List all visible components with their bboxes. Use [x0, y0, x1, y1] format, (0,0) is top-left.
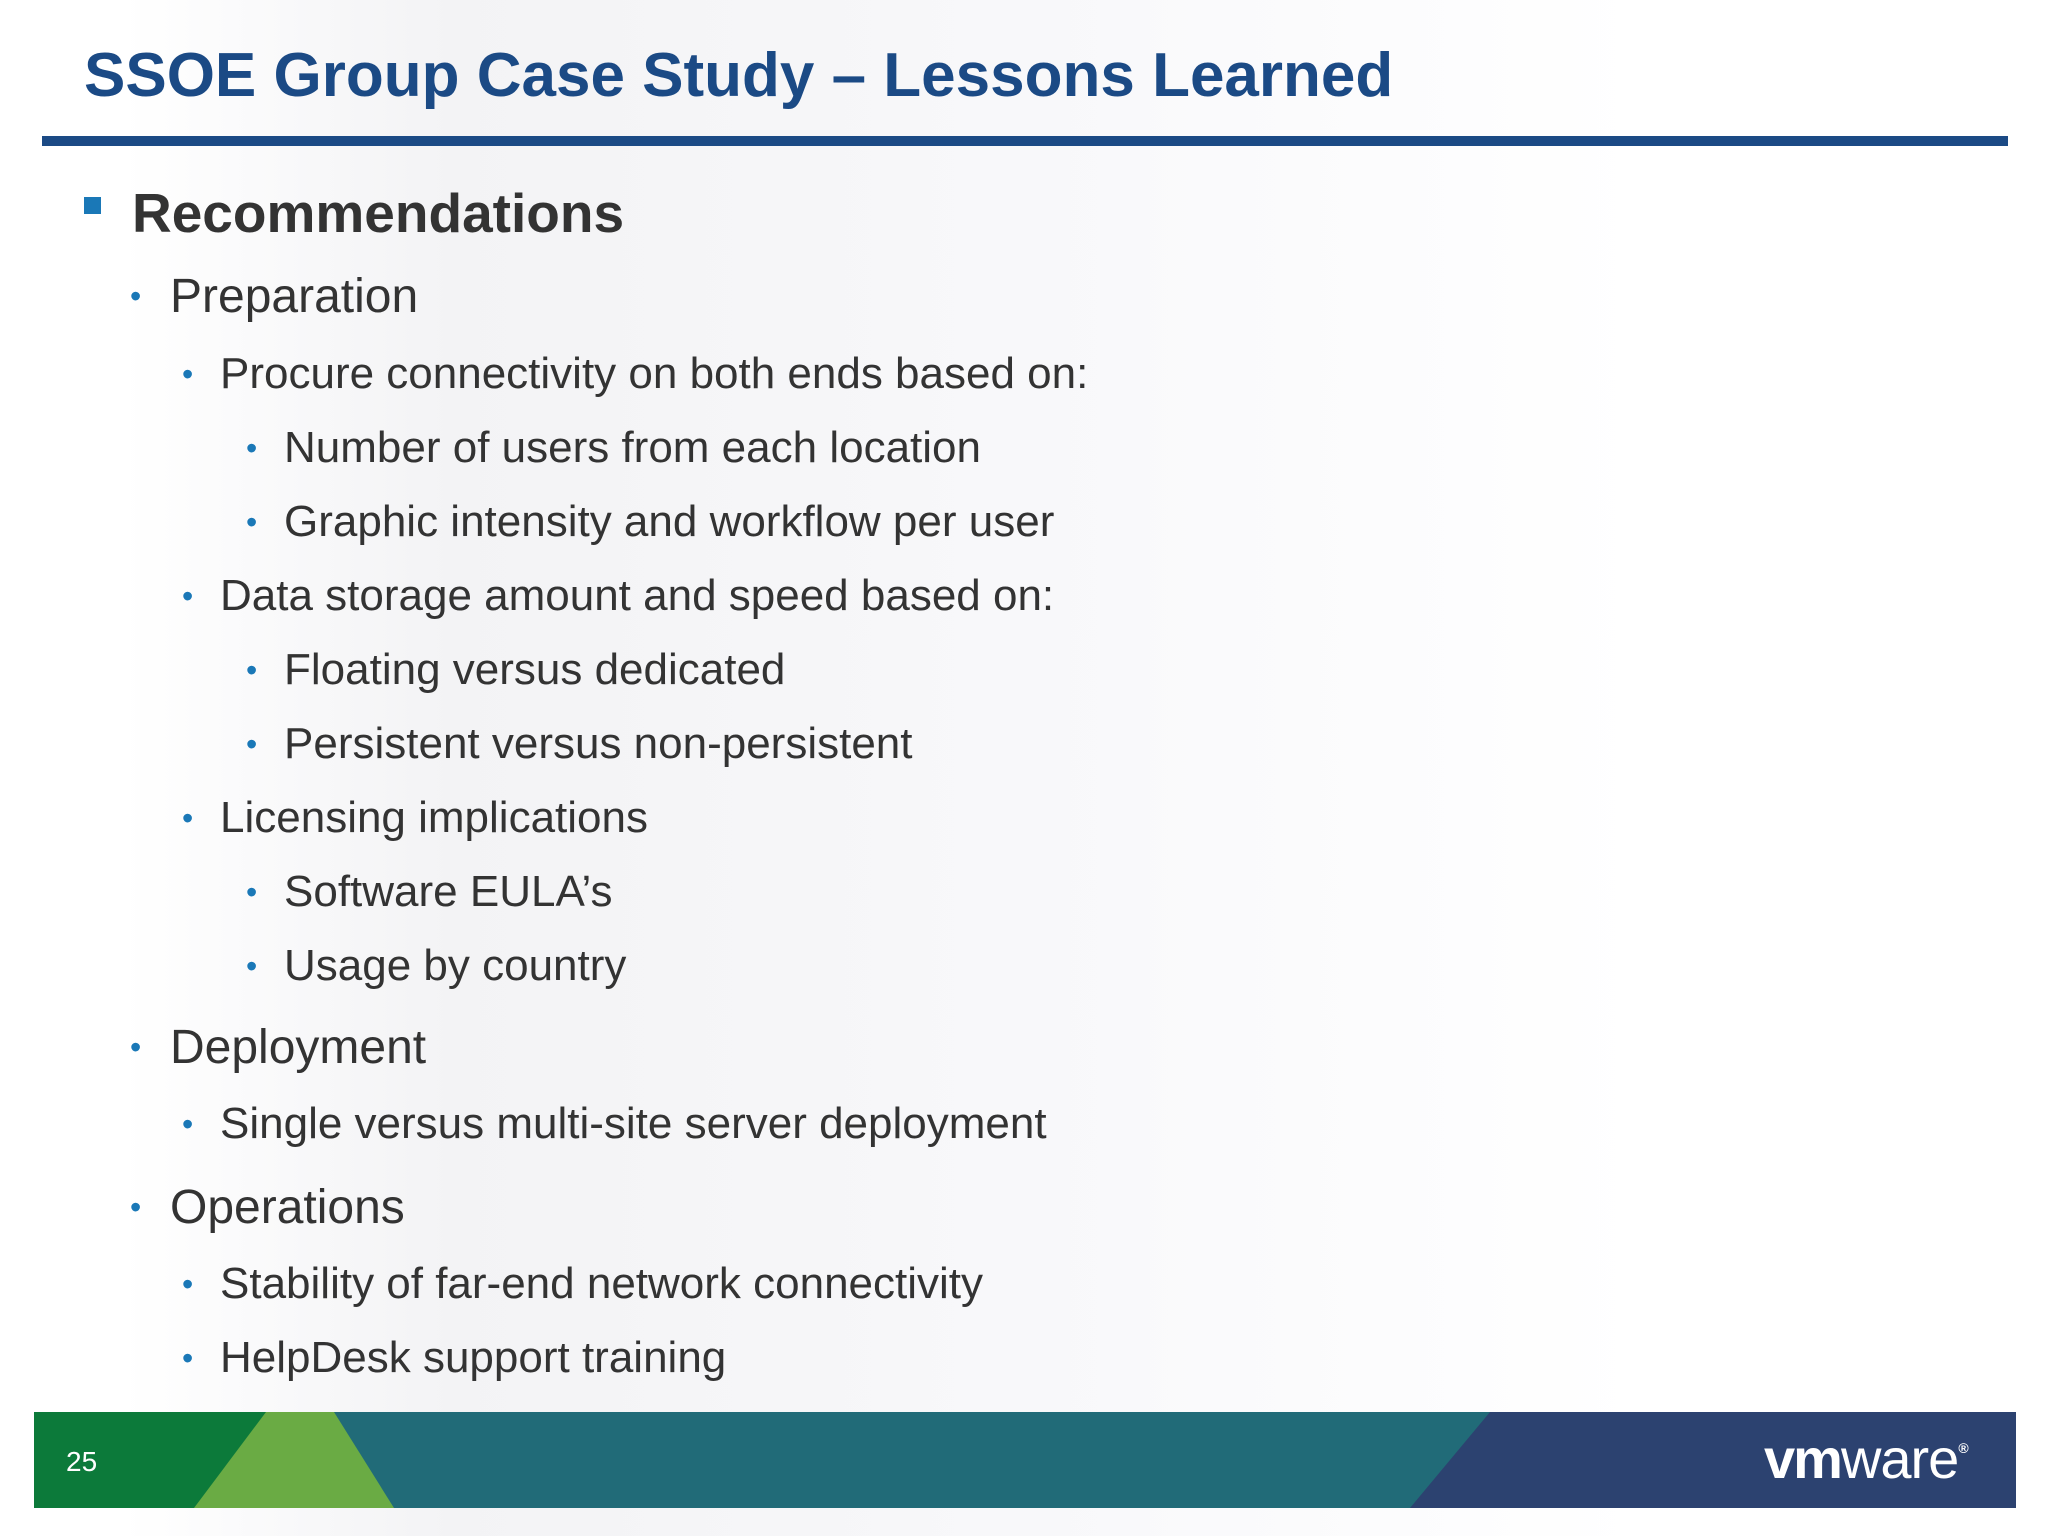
list-item-text: Single versus multi-site server deployment [220, 1099, 1047, 1148]
heading-text: Recommendations [132, 182, 625, 244]
list-item [246, 864, 613, 920]
list-item [246, 494, 1055, 550]
vmware-logo [1764, 1426, 1969, 1491]
list-item-text: Stability of far-end network connectivity [220, 1259, 984, 1308]
bullet-icon: • [130, 1188, 142, 1225]
list-item [246, 938, 627, 994]
bullet-icon: • [246, 725, 258, 762]
logo-ware: ware [1840, 1427, 1959, 1490]
list-item-text: Persistent versus non-persistent [284, 719, 913, 768]
list-item [246, 716, 913, 772]
section-deployment [130, 1016, 427, 1078]
list-item-text: Data storage amount and speed based on: [220, 571, 1055, 620]
square-bullet-icon [84, 197, 101, 214]
list-item-text: Graphic intensity and workflow per user [284, 497, 1055, 546]
footer-graphic [34, 1412, 2016, 1508]
list-item [246, 420, 981, 476]
list-item-text: HelpDesk support training [220, 1333, 727, 1382]
list-item-text: Procure connectivity on both ends based on: [220, 349, 1089, 398]
bullet-icon: • [182, 355, 194, 392]
footer-band [34, 1412, 2016, 1508]
bullet-icon: • [130, 277, 142, 314]
bullet-icon: • [246, 873, 258, 910]
bullet-icon: • [130, 1028, 142, 1065]
bullet-icon: • [246, 651, 258, 688]
section-operations [130, 1176, 405, 1238]
list-item [182, 1256, 984, 1312]
list-item-text: Software EULA’s [284, 867, 613, 916]
list-item [182, 346, 1089, 402]
bullet-icon: • [182, 1105, 194, 1142]
bullet-icon: • [182, 1265, 194, 1302]
bullet-icon: • [182, 577, 194, 614]
list-item [182, 790, 648, 846]
logo-vm: vm [1764, 1427, 1841, 1490]
list-item-text: Usage by country [284, 941, 627, 990]
bullet-icon: • [182, 799, 194, 836]
section-preparation [130, 266, 419, 326]
bullet-icon: • [246, 429, 258, 466]
list-item [182, 1096, 1047, 1152]
list-item-text: Number of users from each location [284, 423, 981, 472]
bullet-icon: • [246, 503, 258, 540]
list-item-text: Floating versus dedicated [284, 645, 786, 694]
section-label: Deployment [170, 1020, 427, 1074]
page-number: 25 [66, 1446, 98, 1477]
bullet-icon: • [246, 947, 258, 984]
logo-registered-mark: ® [1958, 1440, 1969, 1456]
section-label: Preparation [170, 269, 419, 323]
list-item-text: Licensing implications [220, 793, 648, 842]
list-item [246, 642, 786, 698]
slide-title: SSOE Group Case Study – Lessons Learned [84, 41, 1394, 110]
heading-recommendations [132, 178, 624, 248]
section-label: Operations [170, 1180, 405, 1234]
list-item [182, 568, 1055, 624]
list-item [182, 1330, 727, 1386]
bullet-icon: • [182, 1339, 194, 1376]
